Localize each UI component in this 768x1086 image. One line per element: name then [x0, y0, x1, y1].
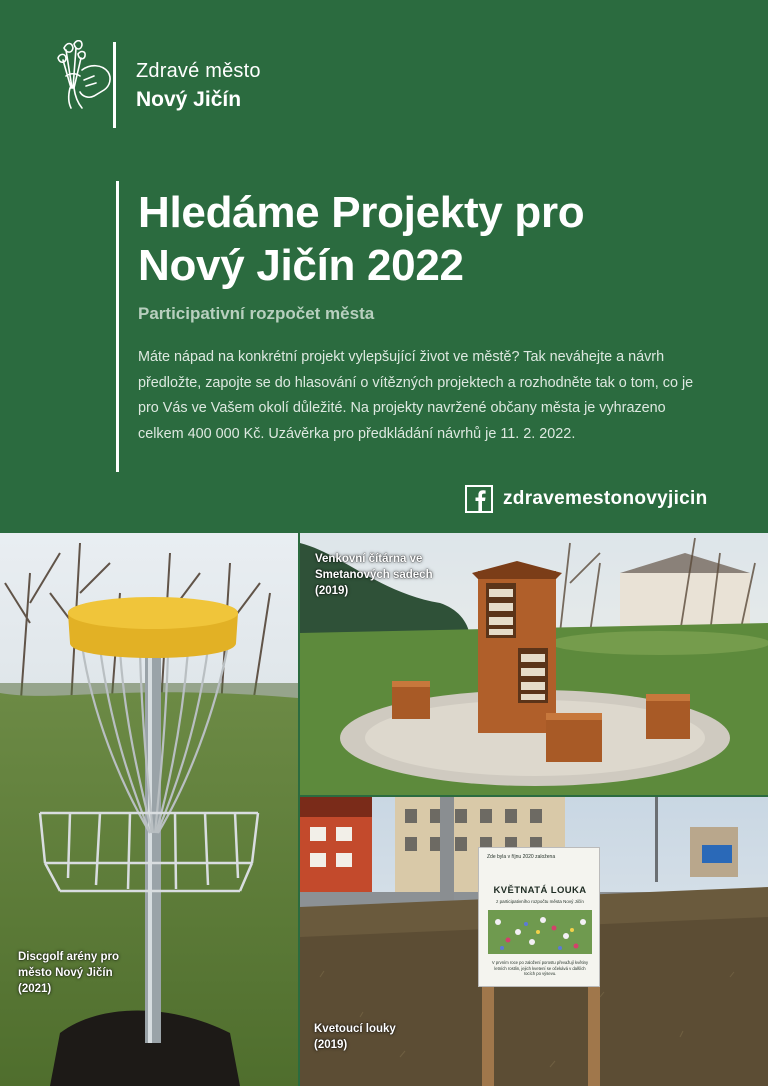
brand-name-line2: Nový Jičín — [136, 88, 242, 111]
sign-footer-text: V prvním roce po založení porostu převažují květiny letních rostlin, jejich kvetení se očekává v dalších rocích po výsevu. — [491, 960, 589, 976]
header-panel — [0, 0, 768, 533]
brand-name-line1: Zdravé město — [136, 60, 261, 82]
intro-paragraph: Máte nápad na konkrétní projekt vylepšující život ve městě? Tak neváhejte a návrh předložte, zapojte se do hlasování o vítězných projektech a rozhodněte tak o tom, co je pro Vás ve Vašem okolí důležité. Na projekty navržené občany města je vyhrazeno celkem 400 000 Kč. Uzávěrka pro předkládání návrhů je 11. 2. 2022. — [138, 349, 694, 442]
sign-title: KVĚTNATÁ LOUKA — [493, 885, 587, 896]
bouquet-hand-icon — [54, 40, 116, 110]
sign-flower-image — [488, 910, 592, 954]
photo-caption-discgolf: Discgolf arény pro město Nový Jičín (2021) — [18, 951, 119, 995]
sign-subtitle: z participativního rozpočtu města Nový Jičín — [496, 899, 584, 904]
facebook-link[interactable] — [465, 483, 708, 515]
photo-caption-reading-booth: Venkovní čítárna ve Smetanových sadech (2019) — [315, 553, 433, 597]
facebook-icon — [465, 485, 493, 513]
sign-top-text: Zde byla v říjnu 2020 založena — [487, 854, 556, 860]
meadow-sign — [478, 847, 600, 987]
logo-divider — [113, 42, 116, 128]
page-title: Hledáme Projekty pro Nový Jičín 2022 — [138, 188, 585, 290]
facebook-handle: zdravemestonovyjicin — [503, 488, 708, 509]
photo-discgolf — [0, 533, 298, 1086]
page-subtitle: Participativní rozpočet města — [138, 304, 375, 323]
content-accent-bar — [116, 181, 119, 472]
photo-caption-flower-meadow: Kvetoucí louky (2019) — [314, 1023, 396, 1051]
